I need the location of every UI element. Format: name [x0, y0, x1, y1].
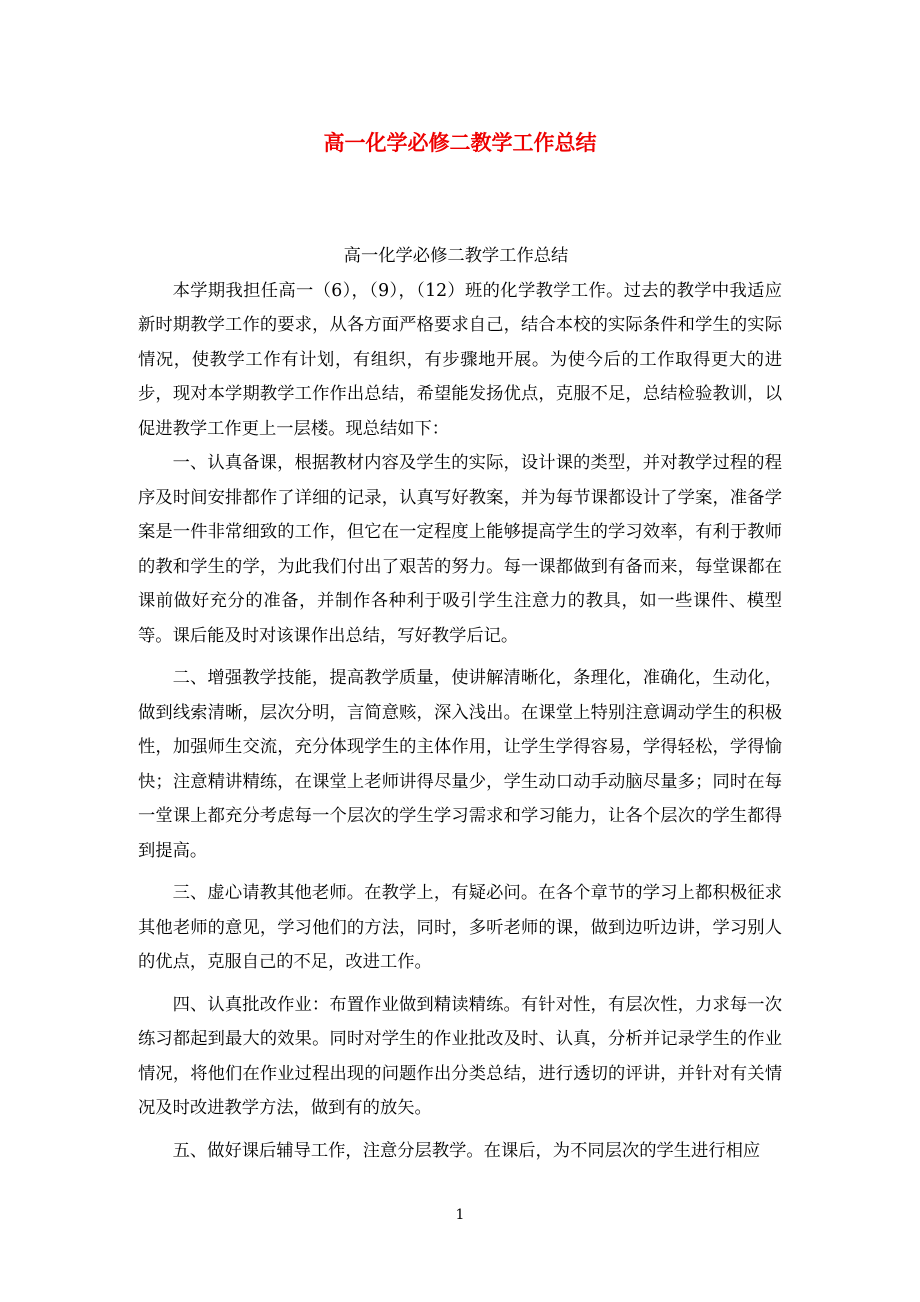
paragraph-section-1: 一、认真备课，根据教材内容及学生的实际，设计课的类型，并对教学过程的程序及时间安排都作了详细的记录，认真写好教案，并为每节课都设计了学案，准备学案是一件非常细致的工作，但它在一定程度上能够提高学生的学习效率，有利于教师的教和学生的学，为此我们付出了艰苦的努力。每一课都做到有备而来，每堂课都在课前做好充分的准备，并制作各种利于吸引学生注意力的教具，如一些课件、模型等。课后能及时对该课作出总结，写好教学后记。 — [138, 453, 782, 646]
document-body — [138, 239, 782, 1168]
paragraph-section-5: 五、做好课后辅导工作，注意分层教学。在课后，为不同层次的学生进行相应 — [172, 1140, 761, 1161]
document-title: 高一化学必修二教学工作总结 — [323, 130, 597, 155]
document-subtitle: 高一化学必修二教学工作总结 — [343, 246, 569, 266]
page-number: 1 — [455, 1207, 465, 1223]
paragraph-section-4: 四、认真批改作业：布置作业做到精读精练。有针对性，有层次性，力求每一次练习都起到最大的效果。同时对学生的作业批改及时、认真，分析并记录学生的作业情况，将他们在作业过程出现的问题作出分类总结，进行透切的评讲，并针对有关情况及时改进教学方法，做到有的放矢。 — [138, 994, 782, 1118]
paragraph-intro: 本学期我担任高一（6），（9），（12）班的化学教学工作。过去的教学中我适应新时期教学工作的要求，从各方面严格要求自己，结合本校的实际条件和学生的实际情况，使教学工作有计划，有组织，有步骤地开展。为使今后的工作取得更大的进步，现对本学期教学工作作出总结，希望能发扬优点，克服不足，总结检验教训，以促进教学工作更上一层楼。现总结如下： — [138, 280, 782, 439]
paragraph-section-3: 三、虚心请教其他老师。在教学上，有疑必问。在各个章节的学习上都积极征求其他老师的意见，学习他们的方法，同时，多听老师的课，做到边听边讲，学习别人的优点，克服自己的不足，改进工作。 — [138, 883, 782, 972]
paragraph-section-2: 二、增强教学技能，提高教学质量，使讲解清晰化，条理化，准确化，生动化，做到线索清晰，层次分明，言简意赅，深入浅出。在课堂上特别注意调动学生的积极性，加强师生交流，充分体现学生的主体作用，让学生学得容易，学得轻松，学得愉快；注意精讲精练，在课堂上老师讲得尽量少，学生动口动手动脑尽量多；同时在每一堂课上都充分考虑每一个层次的学生学习需求和学习能力，让各个层次的学生都得到提高。 — [138, 668, 782, 861]
